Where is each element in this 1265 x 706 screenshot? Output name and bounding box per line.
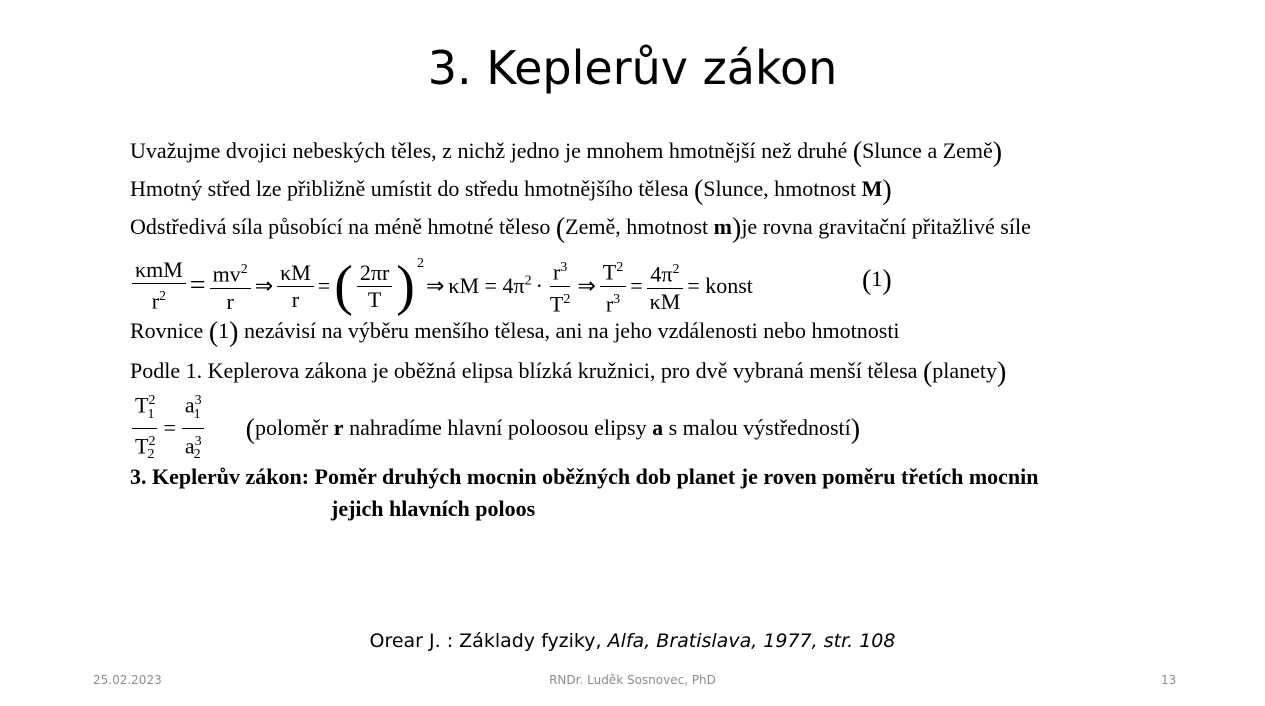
- line1-text: Uvažujme dvojici nebeských těles, z nichž jedno je mnohem hmotnější než druhé: [130, 138, 853, 163]
- line3-text-b: je rovna gravitační přitažlivé síle: [741, 214, 1031, 239]
- kepler-equation: $\frac{\text{κmM}}{r^2}$ = $\frac{mv^2}{r}$ ⇒ $\frac{\kappa M}{r}$ = ( $\frac{2\pi r}{T}$ ) $^2$ ⇒ $\kappa M = 4\pi^2$ · $\frac{r^3}{T^2}$ ⇒ $\frac{T^2}{r^3}$ = $\frac{4\pi^2}{\kappa M}$ = konst: [130, 254, 755, 318]
- line1-paren-text: Slunce a Země: [862, 138, 993, 163]
- footer-page-number: 13: [1161, 673, 1177, 687]
- text-line-3: Odstředivá síla působící na méně hmotné těleso (Země, hmotnost m)je rovna gravitační přitažlivé síle: [130, 213, 1031, 244]
- line6-paren: planety: [932, 358, 998, 383]
- kepler-third-law-equation: $\frac{T^2_1}{T^2_2}$ = $\frac{a^3_1}{a^3_2}$ (poloměr r nahradíme hlavní poloosou elipsy a s malou výstředností): [130, 396, 860, 460]
- frac-2pir-T: $\frac{2\pi r}{T}$: [357, 261, 392, 312]
- text-line-2: Hmotný střed lze přibližně umístit do středu hmotnějšího tělesa (Slunce, hmotnost M): [130, 175, 892, 206]
- line5-text-a: Rovnice: [130, 318, 209, 343]
- frac-T1-T2: $\frac{T^2_1}{T^2_2}$: [132, 389, 157, 467]
- line2-bold-M: M: [861, 176, 883, 201]
- frac-kmM-r2: $\frac{\text{κmM}}{r^2}$: [132, 258, 186, 313]
- kepler-note: (poloměr r nahradíme hlavní poloosou elipsy a s malou výstředností): [245, 414, 861, 445]
- footer-author: RNDr. Luděk Sosnovec, PhD: [549, 673, 716, 687]
- line5-paren: 1: [218, 318, 230, 343]
- slide-title: 3. Keplerův zákon: [427, 41, 838, 95]
- line3-bold-m: m: [713, 214, 732, 239]
- line2-paren-text: Slunce, hmotnost: [703, 176, 862, 201]
- frac-r3-T2: $\frac{r^3}{T^2}$: [547, 256, 573, 316]
- text-line-6: Podle 1. Keplerova zákona je oběžná elipsa blízká kružnici, pro dvě vybraná menší tělesa (planety): [130, 357, 1007, 388]
- frac-kM-r: $\frac{\kappa M}{r}$: [277, 261, 314, 312]
- text-line-5: Rovnice (1) nezávisí na výběru menšího tělesa, ani na jeho vzdálenosti nebo hmotnosti: [130, 317, 900, 348]
- footer-date: 25.02.2023: [93, 673, 162, 687]
- equation-number: (1): [862, 265, 892, 296]
- line3-paren-text: Země, hmotnost: [565, 214, 714, 239]
- frac-4pi2-kM: $\frac{4\pi^2}{\kappa M}$: [647, 258, 684, 313]
- reference: Orear J. : Základy fyziky, Alfa, Bratislava, 1977, str. 108: [369, 630, 896, 652]
- line6-text: Podle 1. Keplerova zákona je oběžná elipsa blízká kružnici, pro dvě vybraná menší tělesa: [130, 358, 923, 383]
- line5-text-b: nezávisí na výběru menšího tělesa, ani na jeho vzdálenosti nebo hmotnosti: [238, 318, 900, 343]
- text-line-1: Uvažujme dvojici nebeských těles, z nichž jedno je mnohem hmotnější než druhé (Slunce a Země): [130, 137, 1003, 168]
- line2-text: Hmotný střed lze přibližně umístit do středu hmotnějšího tělesa: [130, 176, 694, 201]
- frac-a1-a2: $\frac{a^3_1}{a^3_2}$: [182, 389, 204, 467]
- law-statement-line-1: 3. Keplerův zákon: Poměr druhých mocnin oběžných dob planet je roven poměru třetích mocnin: [130, 464, 1039, 489]
- line3-text-a: Odstředivá síla působící na méně hmotné těleso: [130, 214, 556, 239]
- frac-mv2-r: $\frac{mv^2}{r}$: [210, 258, 251, 313]
- law-statement-line-2: jejich hlavních poloos: [331, 496, 536, 521]
- frac-T2-r3: $\frac{T^2}{r^3}$: [600, 256, 626, 316]
